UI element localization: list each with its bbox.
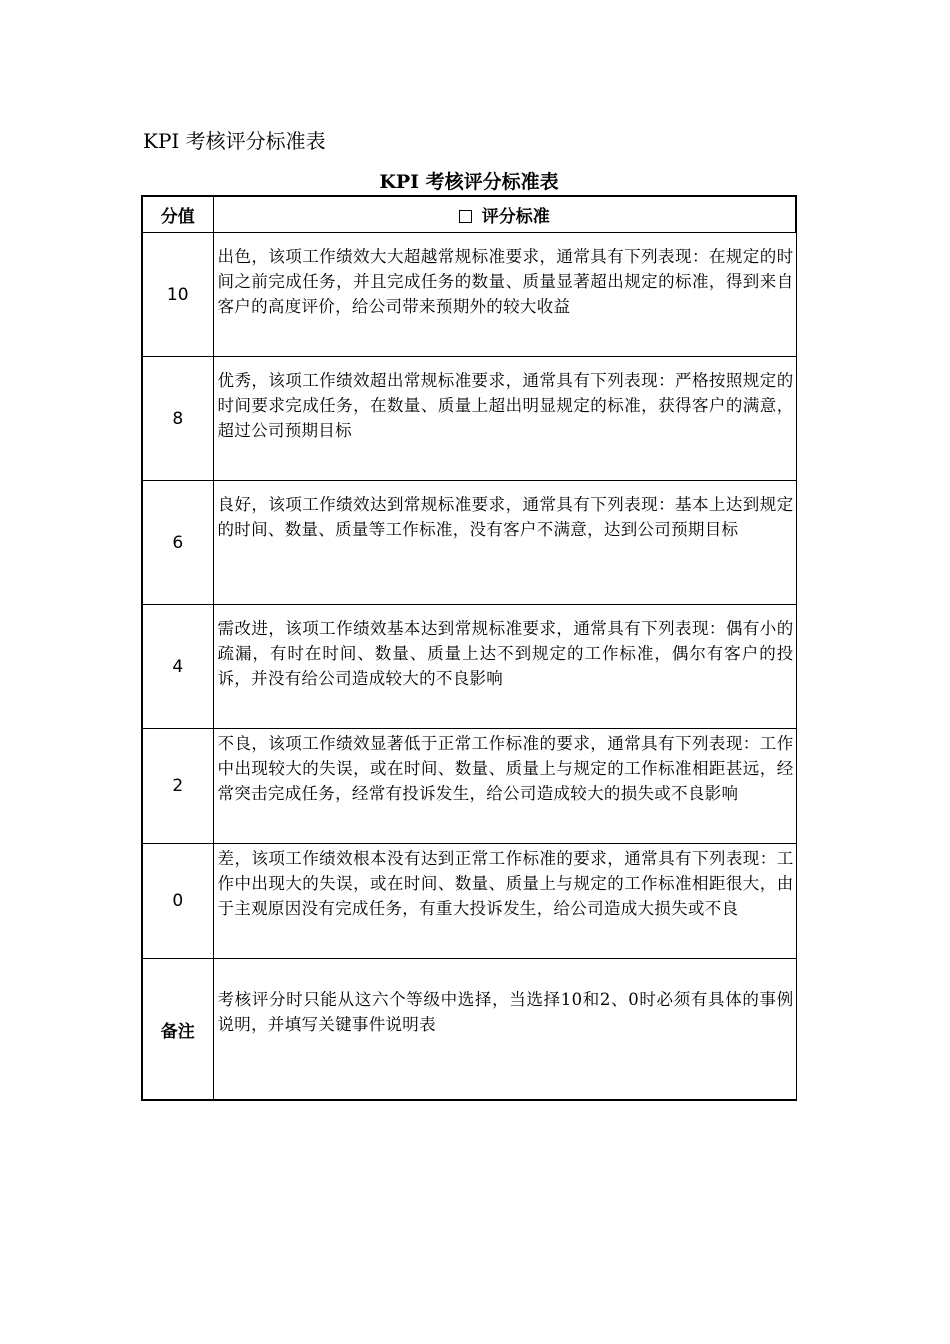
score-cell: 4: [142, 605, 213, 729]
criteria-cell: 出色，该项工作绩效大大超越常规标准要求，通常具有下列表现：在规定的时间之前完成任务，并且完成任务的数量、质量显著超出规定的标准，得到来自客户的高度评价，给公司带来预期外的较大收益: [213, 233, 796, 357]
criteria-cell: 需改进，该项工作绩效基本达到常规标准要求，通常具有下列表现：偶有小的疏漏，有时在时间、数量、质量上达不到规定的工作标准，偶尔有客户的投诉，并没有给公司造成较大的不良影响: [213, 605, 796, 729]
document-title: KPI 考核评分标准表: [143, 129, 326, 153]
score-cell: 8: [142, 357, 213, 481]
criteria-cell: 优秀，该项工作绩效超出常规标准要求，通常具有下列表现：严格按照规定的时间要求完成任务，在数量、质量上超出明显规定的标准，获得客户的满意，超过公司预期目标: [213, 357, 796, 481]
header-criteria-label: 评分标准: [481, 207, 550, 227]
table-row: [142, 481, 796, 605]
table-row: [142, 844, 796, 959]
note-row: [142, 959, 796, 1101]
checkbox-icon: [459, 210, 472, 223]
table-row: [142, 233, 796, 357]
table-caption: KPI 考核评分标准表: [379, 171, 559, 193]
table-row: [142, 729, 796, 844]
header-score: 分值: [142, 196, 213, 233]
score-cell: 10: [142, 233, 213, 357]
kpi-scoring-table: [141, 195, 797, 1101]
note-label: 备注: [142, 959, 213, 1101]
header-criteria: [213, 196, 796, 233]
table-header-row: [142, 196, 796, 233]
table-row: [142, 605, 796, 729]
score-cell: 6: [142, 481, 213, 605]
score-cell: 2: [142, 729, 213, 844]
score-cell: 0: [142, 844, 213, 959]
note-text: 考核评分时只能从这六个等级中选择，当选择10和2、0时必须有具体的事例说明，并填写关键事件说明表: [213, 959, 796, 1101]
criteria-cell: 良好，该项工作绩效达到常规标准要求，通常具有下列表现：基本上达到规定的时间、数量、质量等工作标准，没有客户不满意，达到公司预期目标: [213, 481, 796, 605]
criteria-cell: 不良，该项工作绩效显著低于正常工作标准的要求，通常具有下列表现：工作中出现较大的失误，或在时间、数量、质量上与规定的工作标准相距甚远，经常突击完成任务，经常有投诉发生，给公司造成较大的损失或不良影响: [213, 729, 796, 844]
table-row: [142, 357, 796, 481]
criteria-cell: 差，该项工作绩效根本没有达到正常工作标准的要求，通常具有下列表现：工作中出现大的失误，或在时间、数量、质量上与规定的工作标准相距很大，由于主观原因没有完成任务，有重大投诉发生，给公司造成大损失或不良: [213, 844, 796, 959]
